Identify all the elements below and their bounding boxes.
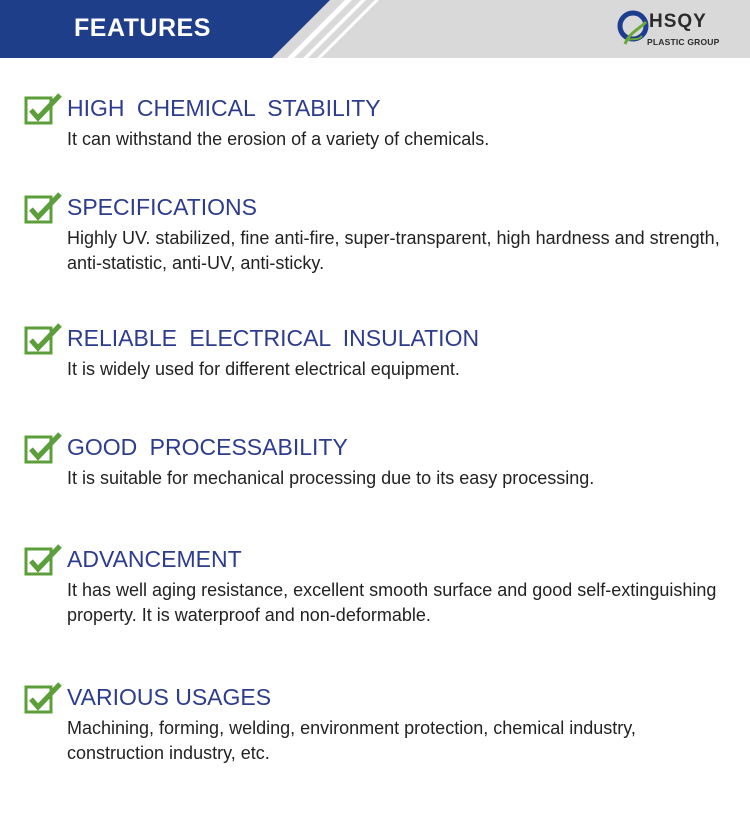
- check-icon: [24, 322, 64, 356]
- feature-title: RELIABLE ELECTRICAL INSULATION: [67, 325, 480, 351]
- check-icon: [24, 92, 64, 126]
- feature-description: It is suitable for mechanical processing due to its easy processing.: [67, 468, 595, 488]
- logo-subtitle: PLASTIC GROUP: [647, 37, 720, 47]
- feature-description: It is widely used for different electrical equipment.: [67, 359, 460, 379]
- feature-description: Machining, forming, welding, environment protection, chemical industry, construction industry, etc.: [67, 718, 636, 763]
- feature-title: VARIOUS USAGES: [67, 684, 272, 710]
- feature-title: HIGH CHEMICAL STABILITY: [67, 95, 381, 121]
- header-banner: [0, 0, 750, 58]
- feature-title: GOOD PROCESSABILITY: [67, 434, 348, 460]
- check-icon: [24, 191, 64, 225]
- feature-description: Highly UV. stabilized, fine anti-fire, super-transparent, high hardness and strength, anti-statistic, anti-UV, anti-sticky.: [67, 228, 720, 273]
- feature-description: It has well aging resistance, excellent smooth surface and good self-extinguishing property. It is waterproof and non-deformable.: [67, 580, 717, 625]
- company-logo: [616, 10, 736, 50]
- check-icon: [24, 543, 64, 577]
- page-title: FEATURES: [74, 14, 211, 42]
- logo-name: HSQY: [649, 11, 707, 32]
- feature-description: It can withstand the erosion of a variety of chemicals.: [67, 129, 490, 149]
- check-icon: [24, 431, 64, 465]
- feature-title: SPECIFICATIONS: [67, 194, 257, 220]
- feature-title: ADVANCEMENT: [67, 546, 242, 572]
- check-icon: [24, 681, 64, 715]
